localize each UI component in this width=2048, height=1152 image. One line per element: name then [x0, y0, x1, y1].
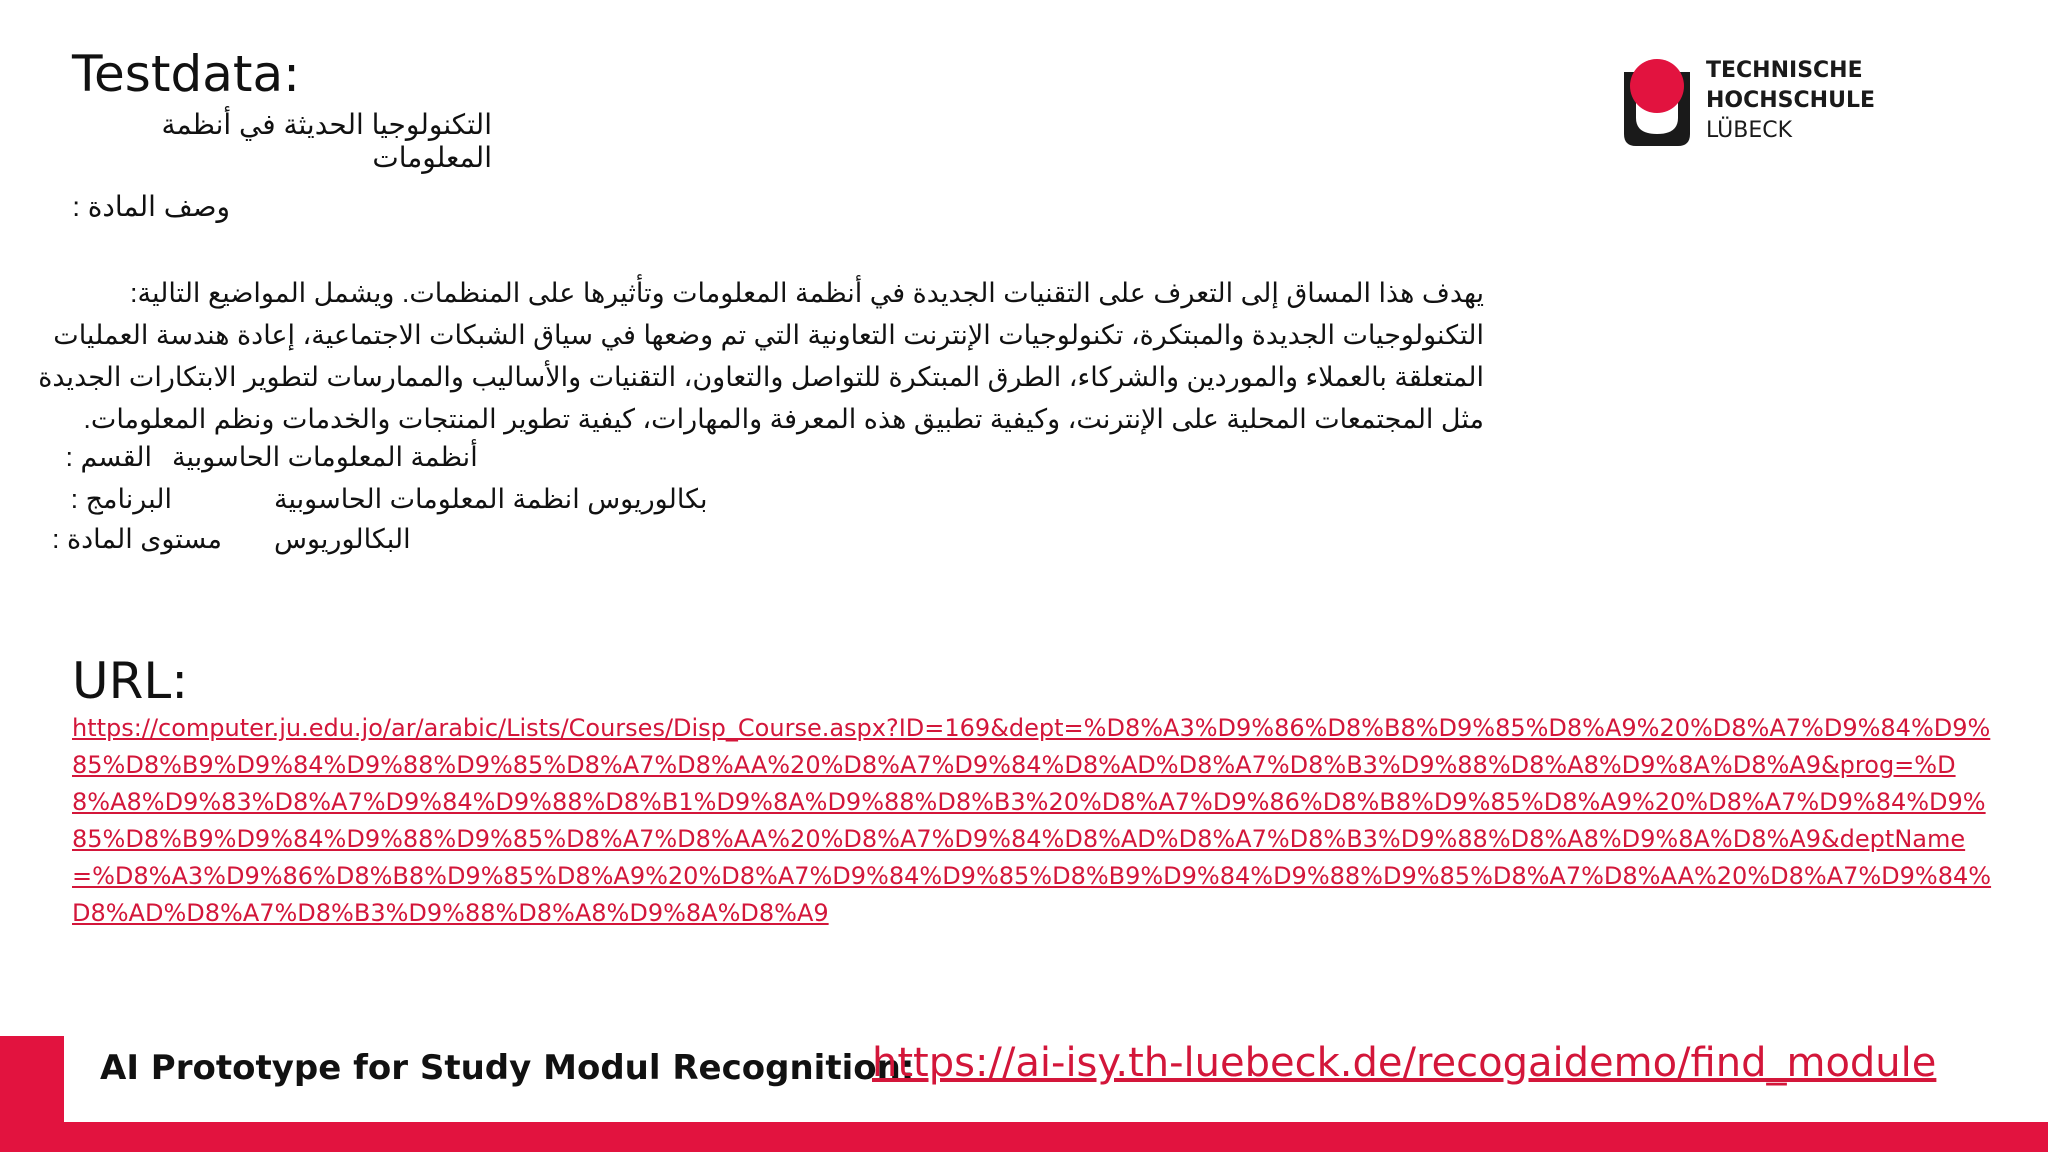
footer-label: AI Prototype for Study Modul Recognition:: [100, 1048, 915, 1088]
footer-demo-link[interactable]: https://ai-isy.th-luebeck.de/recogaidemo/find_module: [872, 1040, 1937, 1086]
department-label: القسم :: [65, 442, 152, 472]
description-body: [38, 272, 1484, 440]
level-value: البكالوريوس: [274, 524, 411, 554]
logo-line-1: TECHNISCHE: [1706, 58, 1863, 83]
logo-line-3: LÜBECK: [1706, 118, 1793, 143]
description-heading: وصف المادة :: [72, 191, 230, 222]
program-value: بكالوريوس انظمة المعلومات الحاسوبية: [274, 484, 708, 514]
course-title: التكنولوجيا الحديثة في أنظمة المعلومات: [161, 109, 492, 173]
level-label: مستوى المادة :: [51, 524, 222, 554]
footer-accent-bottom: [0, 1122, 2048, 1152]
th-luebeck-logo-icon: [1624, 56, 1690, 146]
description-line: يهدف هذا المساق إلى التعرف على التقنيات الجديدة في أنظمة المعلومات وتأثيرها على المنظمات. ويشمل المواضيع التالية:: [129, 278, 1484, 308]
th-luebeck-logo: [1624, 56, 1924, 146]
department-row: [65, 442, 692, 482]
program-row: [70, 484, 708, 524]
department-value: أنظمة المعلومات الحاسوبية: [172, 442, 478, 472]
course-url-link[interactable]: https://computer.ju.edu.jo/ar/arabic/Lists/Courses/Disp_Course.aspx?ID=169&dept=%D8%A3%D9%86%D8%B8%D9%85%D8%A9%20%D8%A7%D9%84%D9%85%D8%B9%D9%84%D9%88%D9%85%D8%A7%D8%AA%20%D8%A7%D9%84%D8%AD%D8%A7%D8%B3%D9%88%D8%A8%D9%8A%D8%A9&prog=%D8%A8%D9%83%D8%A7%D9%84%D9%88%D8%B1%D9%8A%D9%88%D8%B3%20%D8%A7%D9%86%D8%B8%D9%85%D8%A9%20%D8%A7%D9%84%D9%85%D8%B9%D9%84%D9%88%D9%85%D8%A7%D8%AA%20%D8%A7%D9%84%D8%AD%D8%A7%D8%B3%D9%88%D8%A8%D9%8A%D8%A9&deptName=%D8%A3%D9%86%D8%B8%D9%85%D8%A9%20%D8%A7%D9%84%D9%85%D8%B9%D9%84%D9%88%D9%85%D8%A7%D8%AA%20%D8%A7%D9%84%D8%AD%D8%A7%D8%B3%D9%88%D8%A8%D9%8A%D8%A9: [72, 714, 1992, 927]
description-line: التكنولوجيات الجديدة والمبتكرة، تكنولوجيات الإنترنت التعاونية التي تم وضعها في سياق الشبكات الاجتماعية، إعادة هندسة العمليات: [53, 320, 1484, 350]
slide-title: Testdata:: [72, 45, 300, 103]
description-line: مثل المجتمعات المحلية على الإنترنت، وكيفية تطبيق هذه المعرفة والمهارات، كيفية تطوير المنتجات والخدمات ونظم المعلومات.: [83, 404, 1484, 434]
url-heading: URL:: [72, 652, 189, 710]
logo-line-2: HOCHSCHULE: [1706, 88, 1875, 113]
description-line: المتعلقة بالعملاء والموردين والشركاء، الطرق المبتكرة للتواصل والتعاون، التقنيات والأساليب والممارسات لتطوير الابتكارات الجديدة: [38, 362, 1484, 392]
level-row: [51, 524, 692, 564]
logo-text: [1706, 56, 1875, 146]
program-label: البرنامج :: [70, 484, 172, 514]
